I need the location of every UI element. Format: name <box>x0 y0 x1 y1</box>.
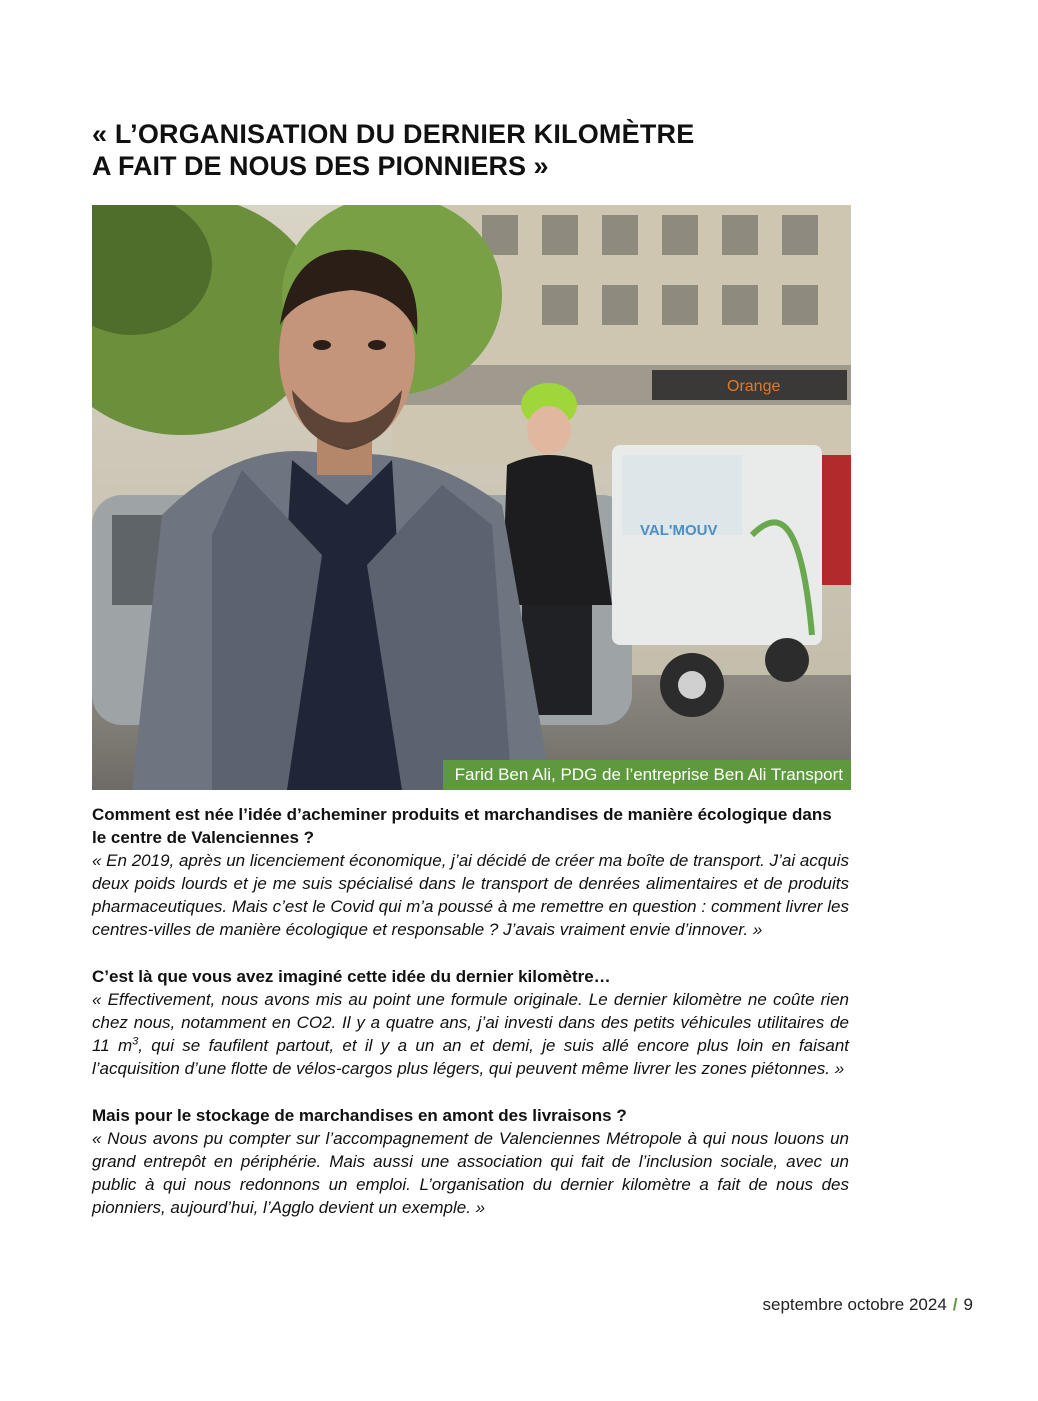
answer-2 <box>92 988 849 1080</box>
shop-sign: Orange <box>727 378 781 395</box>
answer-1: « En 2019, après un licenciement économique, j’ai décidé de créer ma boîte de transport. J’ai acquis deux poids lourds et je me suis spécialisé dans le transport de denrées alimentaires et de produits pharmaceutiques. Mais c’est le Covid qui m’a poussé à me remettre en question : comment livrer les centres-villes de manière écologique et responsable ? J’avais vraiment envie d’innover. » <box>92 851 849 939</box>
paragraph-gap <box>92 1080 849 1104</box>
question-1: Comment est née l’idée d’acheminer produits et marchandises de manière écologique dans le centre de Valenciennes ? <box>92 805 832 847</box>
answer-2-part-1: « Effectivement, nous avons mis au point une formule originale. Le dernier kilomètre ne coûte rien chez nous, notamment en CO2. Il y a quatre ans, j’ai investi dans des petits véhicules utilitaires de 11 m <box>92 990 849 1055</box>
page-footer <box>763 1294 974 1316</box>
bike-brand: VAL'MOUV <box>640 522 718 539</box>
cubic-superscript: 3 <box>132 1035 139 1048</box>
article-title <box>92 118 892 182</box>
question-3: Mais pour le stockage de marchandises en amont des livraisons ? <box>92 1106 627 1125</box>
page-number: 9 <box>963 1295 973 1314</box>
article-photo <box>92 205 851 790</box>
interview-body <box>92 803 849 1219</box>
photo-illustration <box>92 205 851 790</box>
footer-separator: / <box>952 1295 958 1314</box>
title-line-1: « L’ORGANISATION DU DERNIER KILOMÈTRE <box>92 119 695 149</box>
issue-date: septembre octobre 2024 <box>762 1295 947 1314</box>
answer-2-part-2: , qui se faufilent partout, et il y a un an et demi, je suis allé encore plus loin en faisant l’acquisition d’une flotte de vélos-cargos plus légers, qui peuvent même livrer les zones piétonnes. » <box>92 1036 849 1078</box>
question-2: C’est là que vous avez imaginé cette idée du dernier kilomètre… <box>92 967 611 986</box>
title-line-2: A FAIT DE NOUS DES PIONNIERS » <box>92 151 549 181</box>
answer-3: « Nous avons pu compter sur l’accompagnement de Valenciennes Métropole à qui nous louons un grand entrepôt en périphérie. Mais aussi une association qui fait de l’inclusion sociale, avec un public à qui nous redonnons un emploi. L’organisation du dernier kilomètre a fait de nous des pionniers, aujourd’hui, l’Agglo devient un exemple. » <box>92 1129 849 1217</box>
paragraph-gap <box>92 941 849 965</box>
photo-caption: Farid Ben Ali, PDG de l’entreprise Ben Ali Transport <box>443 760 851 790</box>
